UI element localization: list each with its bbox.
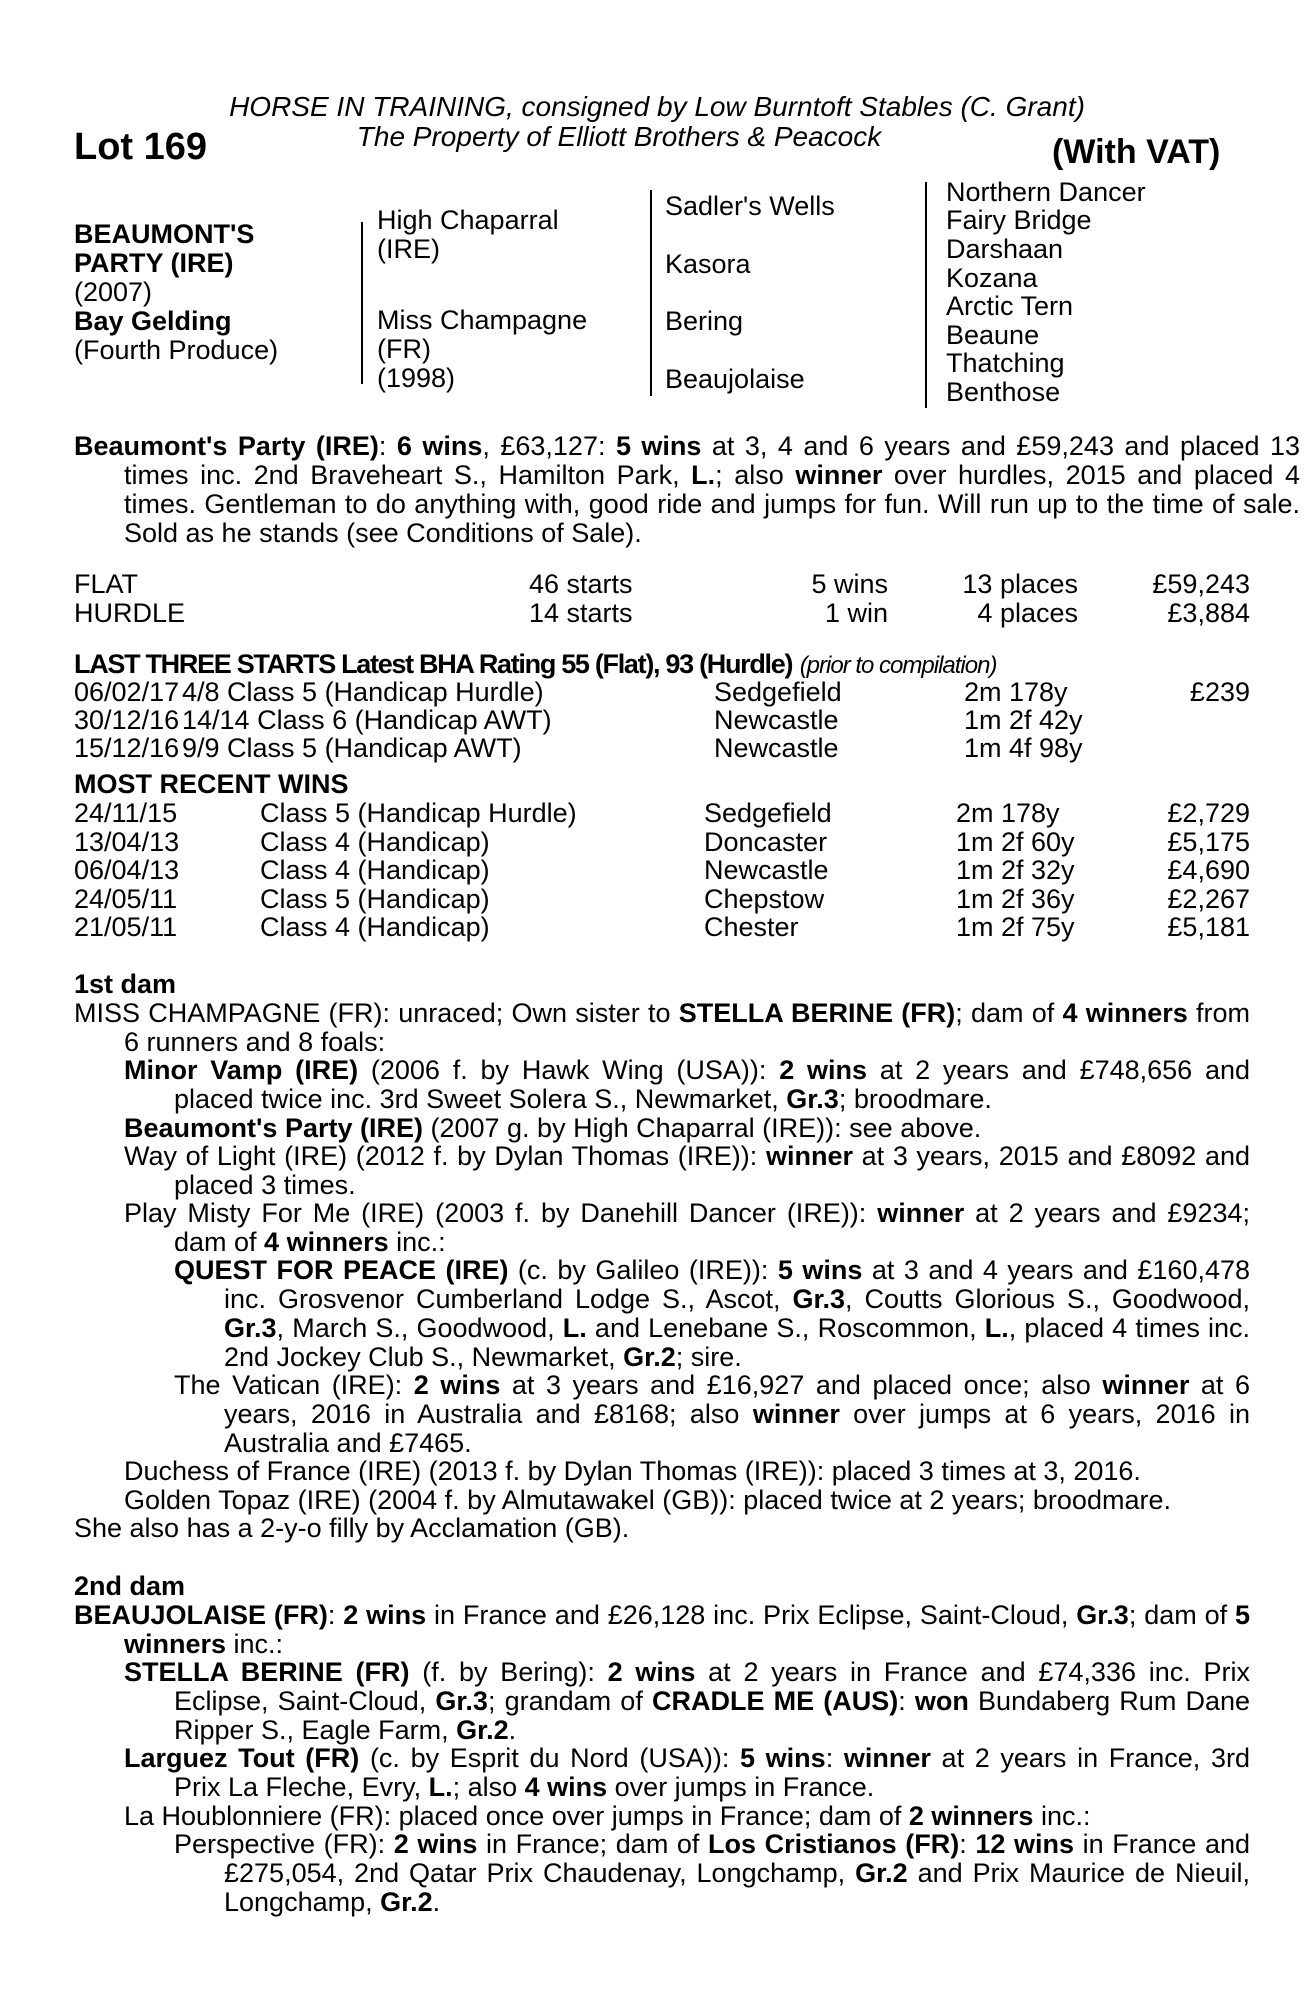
grandsire-name: Bering bbox=[665, 306, 744, 336]
record-places: 13 places bbox=[962, 569, 1078, 599]
race-summary: Beaumont's Party (IRE): 6 wins, £63,127: 5 wins at 3, 4 and 6 years and £59,243 and placed 13 times inc. 2nd Braveheart S., Hamilton Park, L.; also winner over hurdles, 2015 and placed 4 times. Gentleman to do anything with, good ride and jumps for fun. Will run up to the time of sale. Sold as he stands (see Conditions of Sale). bbox=[74, 431, 1301, 548]
ancestor-name: Darshaan bbox=[946, 234, 1064, 264]
win-distance: 2m 178y bbox=[956, 798, 1060, 828]
win-prize: £5,175 bbox=[1167, 827, 1250, 857]
rating-note: (prior to compilation) bbox=[799, 652, 997, 679]
summary-text: ; also bbox=[715, 460, 796, 490]
win-prize: £4,690 bbox=[1167, 855, 1250, 885]
win-row bbox=[74, 913, 1250, 942]
win-row bbox=[74, 828, 1250, 857]
pedigree-divider bbox=[925, 182, 927, 408]
second-dam-heading: 2nd dam bbox=[74, 1571, 186, 1601]
horse-name-line2: PARTY (IRE) bbox=[74, 248, 234, 278]
ancestor-name: Arctic Tern bbox=[946, 291, 1074, 321]
win-race: Class 4 (Handicap) bbox=[260, 855, 490, 885]
ancestor-name: Benthose bbox=[946, 377, 1061, 407]
ancestor-name: Northern Dancer bbox=[946, 177, 1146, 207]
record-type: HURDLE bbox=[74, 598, 186, 628]
summary-text: , £63,127: bbox=[482, 431, 616, 461]
race-course: Sedgefield bbox=[714, 677, 842, 707]
win-race: Class 4 (Handicap) bbox=[260, 912, 490, 942]
produce-entry: Golden Topaz (IRE) (2004 f. by Almutawakel (GB)): placed twice at 2 years; broodmare. bbox=[124, 1485, 1171, 1515]
race-date: 15/12/16 bbox=[74, 733, 180, 763]
produce-entry: Larguez Tout (FR) (c. by Esprit du Nord (USA)): 5 wins: winner at 2 years in France, 3rd Prix La Fleche, Evry, L.; also 4 wins over jumps in France. bbox=[124, 1743, 1250, 1802]
win-date: 13/04/13 bbox=[74, 827, 180, 857]
dam-name: Miss Champagne bbox=[377, 305, 588, 335]
record-type: FLAT bbox=[74, 569, 139, 599]
record-places: 4 places bbox=[977, 598, 1078, 628]
ancestor-name: Beaune bbox=[946, 320, 1040, 350]
win-race: Class 5 (Handicap) bbox=[260, 884, 490, 914]
lot-number: Lot 169 bbox=[74, 126, 208, 168]
race-date: 30/12/16 bbox=[74, 705, 180, 735]
grandproduce-entry: Perspective (FR): 2 wins in France; dam of Los Cristianos (FR): 12 wins in France and £275,054, 2nd Qatar Prix Chaudenay, Longchamp, Gr.2 and Prix Maurice de Nieuil, Longchamp, Gr.2. bbox=[174, 1829, 1250, 1917]
produce-entry: Beaumont's Party (IRE) (2007 g. by High Chaparral (IRE)): see above. bbox=[124, 1113, 982, 1143]
produce-entry: Way of Light (IRE) (2012 f. by Dylan Thomas (IRE)): winner at 3 years, 2015 and £8092 and placed 3 times. bbox=[124, 1141, 1251, 1200]
grandsire-name: Sadler's Wells bbox=[665, 191, 835, 221]
grandproduce-entry: QUEST FOR PEACE (IRE) (c. by Galileo (IRE)): 5 wins at 3 and 4 years and £160,478 inc. Grosvenor Cumberland Lodge S., Ascot, Gr.3, Coutts Glorious S., Goodwood, Gr.3, March S., Goodwood, L. and Lenebane S., Roscommon, L., placed 4 times inc. 2nd Jockey Club S., Newmarket, Gr.2; sire. bbox=[174, 1255, 1251, 1372]
win-distance: 1m 2f 60y bbox=[956, 827, 1075, 857]
last-start-row bbox=[74, 734, 1250, 763]
win-course: Doncaster bbox=[704, 827, 828, 857]
win-course: Newcastle bbox=[704, 855, 829, 885]
ancestor-name: Kozana bbox=[946, 263, 1038, 293]
win-row bbox=[74, 856, 1250, 885]
win-race: Class 5 (Handicap Hurdle) bbox=[260, 798, 577, 828]
win-course: Sedgefield bbox=[704, 798, 832, 828]
recent-wins-heading: MOST RECENT WINS bbox=[74, 769, 349, 799]
last-start-row bbox=[74, 706, 1250, 735]
win-date: 21/05/11 bbox=[74, 912, 178, 942]
record-starts: 46 starts bbox=[529, 569, 633, 599]
summary-text: at 3, 4 and 6 years and £59,243 and placed 13 times inc. 2nd Braveheart S., Hamilton Park, bbox=[124, 431, 1301, 490]
last-three-title: LAST THREE STARTS Latest BHA Rating 55 (Flat), 93 (Hurdle) bbox=[74, 649, 793, 679]
ancestor-name: Thatching bbox=[946, 348, 1065, 378]
win-course: Chepstow bbox=[704, 884, 825, 914]
race-details: 4/8 Class 5 (Handicap Hurdle) bbox=[182, 677, 544, 707]
summary-wins: 6 wins bbox=[396, 431, 483, 461]
record-prize: £3,884 bbox=[1167, 598, 1250, 628]
win-race: Class 4 (Handicap) bbox=[260, 827, 490, 857]
pedigree-divider bbox=[650, 190, 652, 396]
win-row bbox=[74, 885, 1250, 914]
first-dam-heading: 1st dam bbox=[74, 969, 177, 999]
win-course: Chester bbox=[704, 912, 799, 942]
last-three-heading bbox=[74, 650, 996, 680]
record-row-hurdle bbox=[74, 599, 1250, 628]
race-prize: £239 bbox=[1189, 677, 1250, 707]
produce-entry: STELLA BERINE (FR) (f. by Bering): 2 wins at 2 years in France and £74,336 inc. Prix Eclipse, Saint-Cloud, Gr.3; grandam of CRADLE ME (AUS): won Bundaberg Rum Dane Ripper S., Eagle Farm, Gr.2. bbox=[124, 1657, 1251, 1745]
foaling-year: (2007) bbox=[74, 277, 153, 307]
record-prize: £59,243 bbox=[1152, 569, 1250, 599]
record-starts: 14 starts bbox=[529, 598, 633, 628]
produce-entry: Minor Vamp (IRE) (2006 f. by Hawk Wing (USA)): 2 wins at 2 years and £748,656 and placed twice inc. 3rd Sweet Solera S., Newmarket, Gr.3; broodmare. bbox=[124, 1055, 1251, 1114]
produce-entry: Duchess of France (IRE) (2013 f. by Dylan Thomas (IRE)): placed 3 times at 3, 2016. bbox=[124, 1456, 1141, 1486]
summary-text: over hurdles, 2015 and placed 4 times. Gentleman to do anything with, good ride and jumps for fun. Will run up to the time of sale. Sold as he stands (see Conditions of Sale). bbox=[124, 460, 1300, 548]
last-start-row bbox=[74, 678, 1250, 707]
win-date: 24/11/15 bbox=[74, 798, 178, 828]
summary-wins: 5 wins bbox=[615, 431, 702, 461]
win-prize: £2,267 bbox=[1167, 884, 1250, 914]
grandproduce-entry: The Vatican (IRE): 2 wins at 3 years and £16,927 and placed once; also winner at 6 years, 2016 in Australia and £8168; also winner over jumps at 6 years, 2016 in Australia and £7465. bbox=[174, 1370, 1250, 1458]
race-course: Newcastle bbox=[714, 705, 839, 735]
granddam-name: Kasora bbox=[665, 249, 751, 279]
granddam-name: Beaujolaise bbox=[665, 364, 805, 394]
summary-horse-name: Beaumont's Party (IRE) bbox=[74, 431, 379, 461]
race-date: 06/02/17 bbox=[74, 677, 180, 707]
win-distance: 1m 2f 36y bbox=[956, 884, 1075, 914]
consignor-line: HORSE IN TRAINING, consigned by Low Burntoft Stables (C. Grant) bbox=[229, 91, 1085, 122]
record-row-flat bbox=[74, 570, 1250, 599]
produce-entry: Play Misty For Me (IRE) (2003 f. by Danehill Dancer (IRE)): winner at 2 years and £9234; dam of 4 winners inc.: bbox=[124, 1198, 1250, 1257]
second-dam-intro: BEAUJOLAISE (FR): 2 wins in France and £26,128 inc. Prix Eclipse, Saint-Cloud, Gr.3; dam of 5 winners inc.: bbox=[74, 1600, 1251, 1659]
win-prize: £2,729 bbox=[1167, 798, 1250, 828]
produce-note: (Fourth Produce) bbox=[74, 335, 279, 365]
ancestor-name: Fairy Bridge bbox=[946, 205, 1092, 235]
record-wins: 1 win bbox=[824, 598, 888, 628]
sire-country: (IRE) bbox=[377, 234, 440, 264]
listed-marker: L. bbox=[691, 460, 716, 490]
win-date: 24/05/11 bbox=[74, 884, 178, 914]
summary-winner: winner bbox=[795, 460, 883, 490]
race-distance: 1m 2f 42y bbox=[964, 705, 1083, 735]
pedigree-divider bbox=[361, 222, 363, 384]
horse-sex-colour: Bay Gelding bbox=[74, 306, 232, 336]
first-dam-intro: MISS CHAMPAGNE (FR): unraced; Own sister to STELLA BERINE (FR); dam of 4 winners from 6 runners and 8 foals: bbox=[74, 998, 1250, 1057]
property-line: The Property of Elliott Brothers & Peacock bbox=[356, 121, 882, 152]
produce-entry: La Houblonniere (FR): placed once over jumps in France; dam of 2 winners inc.: bbox=[124, 1801, 1091, 1831]
dam-country: (FR) bbox=[377, 334, 431, 364]
win-prize: £5,181 bbox=[1167, 912, 1250, 942]
record-wins: 5 wins bbox=[811, 569, 888, 599]
race-distance: 2m 178y bbox=[964, 677, 1068, 707]
race-details: 14/14 Class 6 (Handicap AWT) bbox=[182, 705, 552, 735]
race-distance: 1m 4f 98y bbox=[964, 733, 1083, 763]
produce-note: She also has a 2-y-o filly by Acclamation (GB). bbox=[74, 1513, 630, 1543]
win-date: 06/04/13 bbox=[74, 855, 180, 885]
race-details: 9/9 Class 5 (Handicap AWT) bbox=[182, 733, 522, 763]
win-distance: 1m 2f 32y bbox=[956, 855, 1075, 885]
sire-name: High Chaparral bbox=[377, 205, 559, 235]
win-distance: 1m 2f 75y bbox=[956, 912, 1075, 942]
vat-label: (With VAT) bbox=[1052, 133, 1221, 171]
win-row bbox=[74, 799, 1250, 828]
horse-name-line1: BEAUMONT'S bbox=[74, 219, 255, 249]
race-course: Newcastle bbox=[714, 733, 839, 763]
dam-year: (1998) bbox=[377, 363, 456, 393]
